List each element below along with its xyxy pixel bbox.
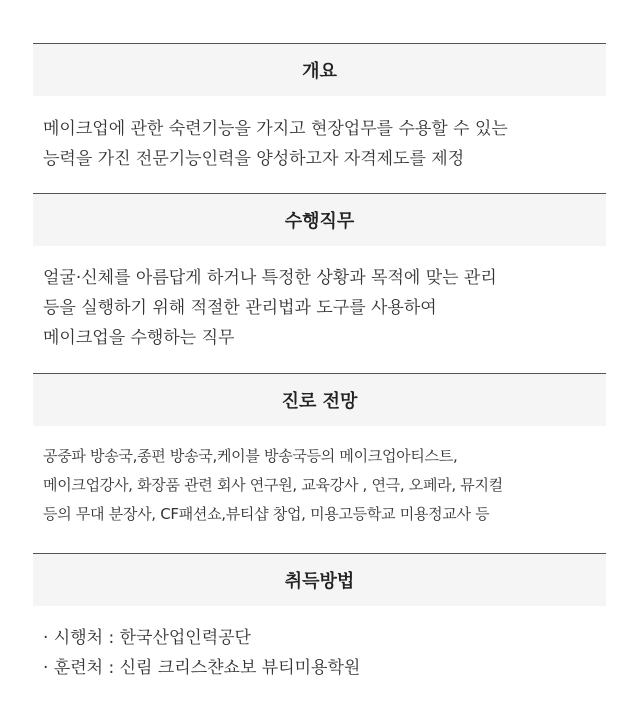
section-overview: [33, 43, 606, 174]
section-duties: [33, 193, 606, 353]
acquisition-line: · 훈련처 : 신림 크리스챤쇼보 뷰티미용학원: [43, 658, 361, 678]
career-line: 공중파 방송국,종편 방송국,케이블 방송국등의 메이크업아티스트,: [43, 447, 458, 465]
career-line: 등의 무대 분장사, CF패션쇼,뷰티샵 창업, 미용고등학교 미용정교사 등: [43, 505, 490, 523]
duties-line: 메이크업을 수행하는 직무: [43, 328, 235, 348]
section-body-acquisition-method: [33, 606, 606, 683]
duties-line: 등을 실행하기 위해 적절한 관리법과 도구를 사용하여: [43, 298, 437, 318]
section-title-overview: 개요: [33, 43, 606, 96]
acquisition-line: · 시행처 : 한국산업인력공단: [43, 628, 251, 648]
duties-line: 얼굴·신체를 아름답게 하거나 특정한 상황과 목적에 맞는 관리: [43, 268, 497, 288]
section-body-overview: [33, 96, 606, 174]
section-body-duties: [33, 246, 606, 353]
section-title-career-outlook: 진로 전망: [33, 373, 606, 426]
section-career-outlook: [33, 373, 606, 529]
career-line: 메이크업강사, 화장품 관련 회사 연구원, 교육강사 , 연극, 오페라, 뮤지컬: [43, 476, 503, 494]
overview-line: 능력을 가진 전문기능인력을 양성하고자 자격제도를 제정: [43, 149, 465, 169]
section-title-duties: 수행직무: [33, 193, 606, 246]
section-title-acquisition-method: 취득방법: [33, 553, 606, 606]
section-body-career-outlook: [33, 426, 606, 529]
section-acquisition-method: [33, 553, 606, 683]
overview-line: 메이크업에 관한 숙련기능을 가지고 현장업무를 수용할 수 있는: [43, 119, 508, 139]
